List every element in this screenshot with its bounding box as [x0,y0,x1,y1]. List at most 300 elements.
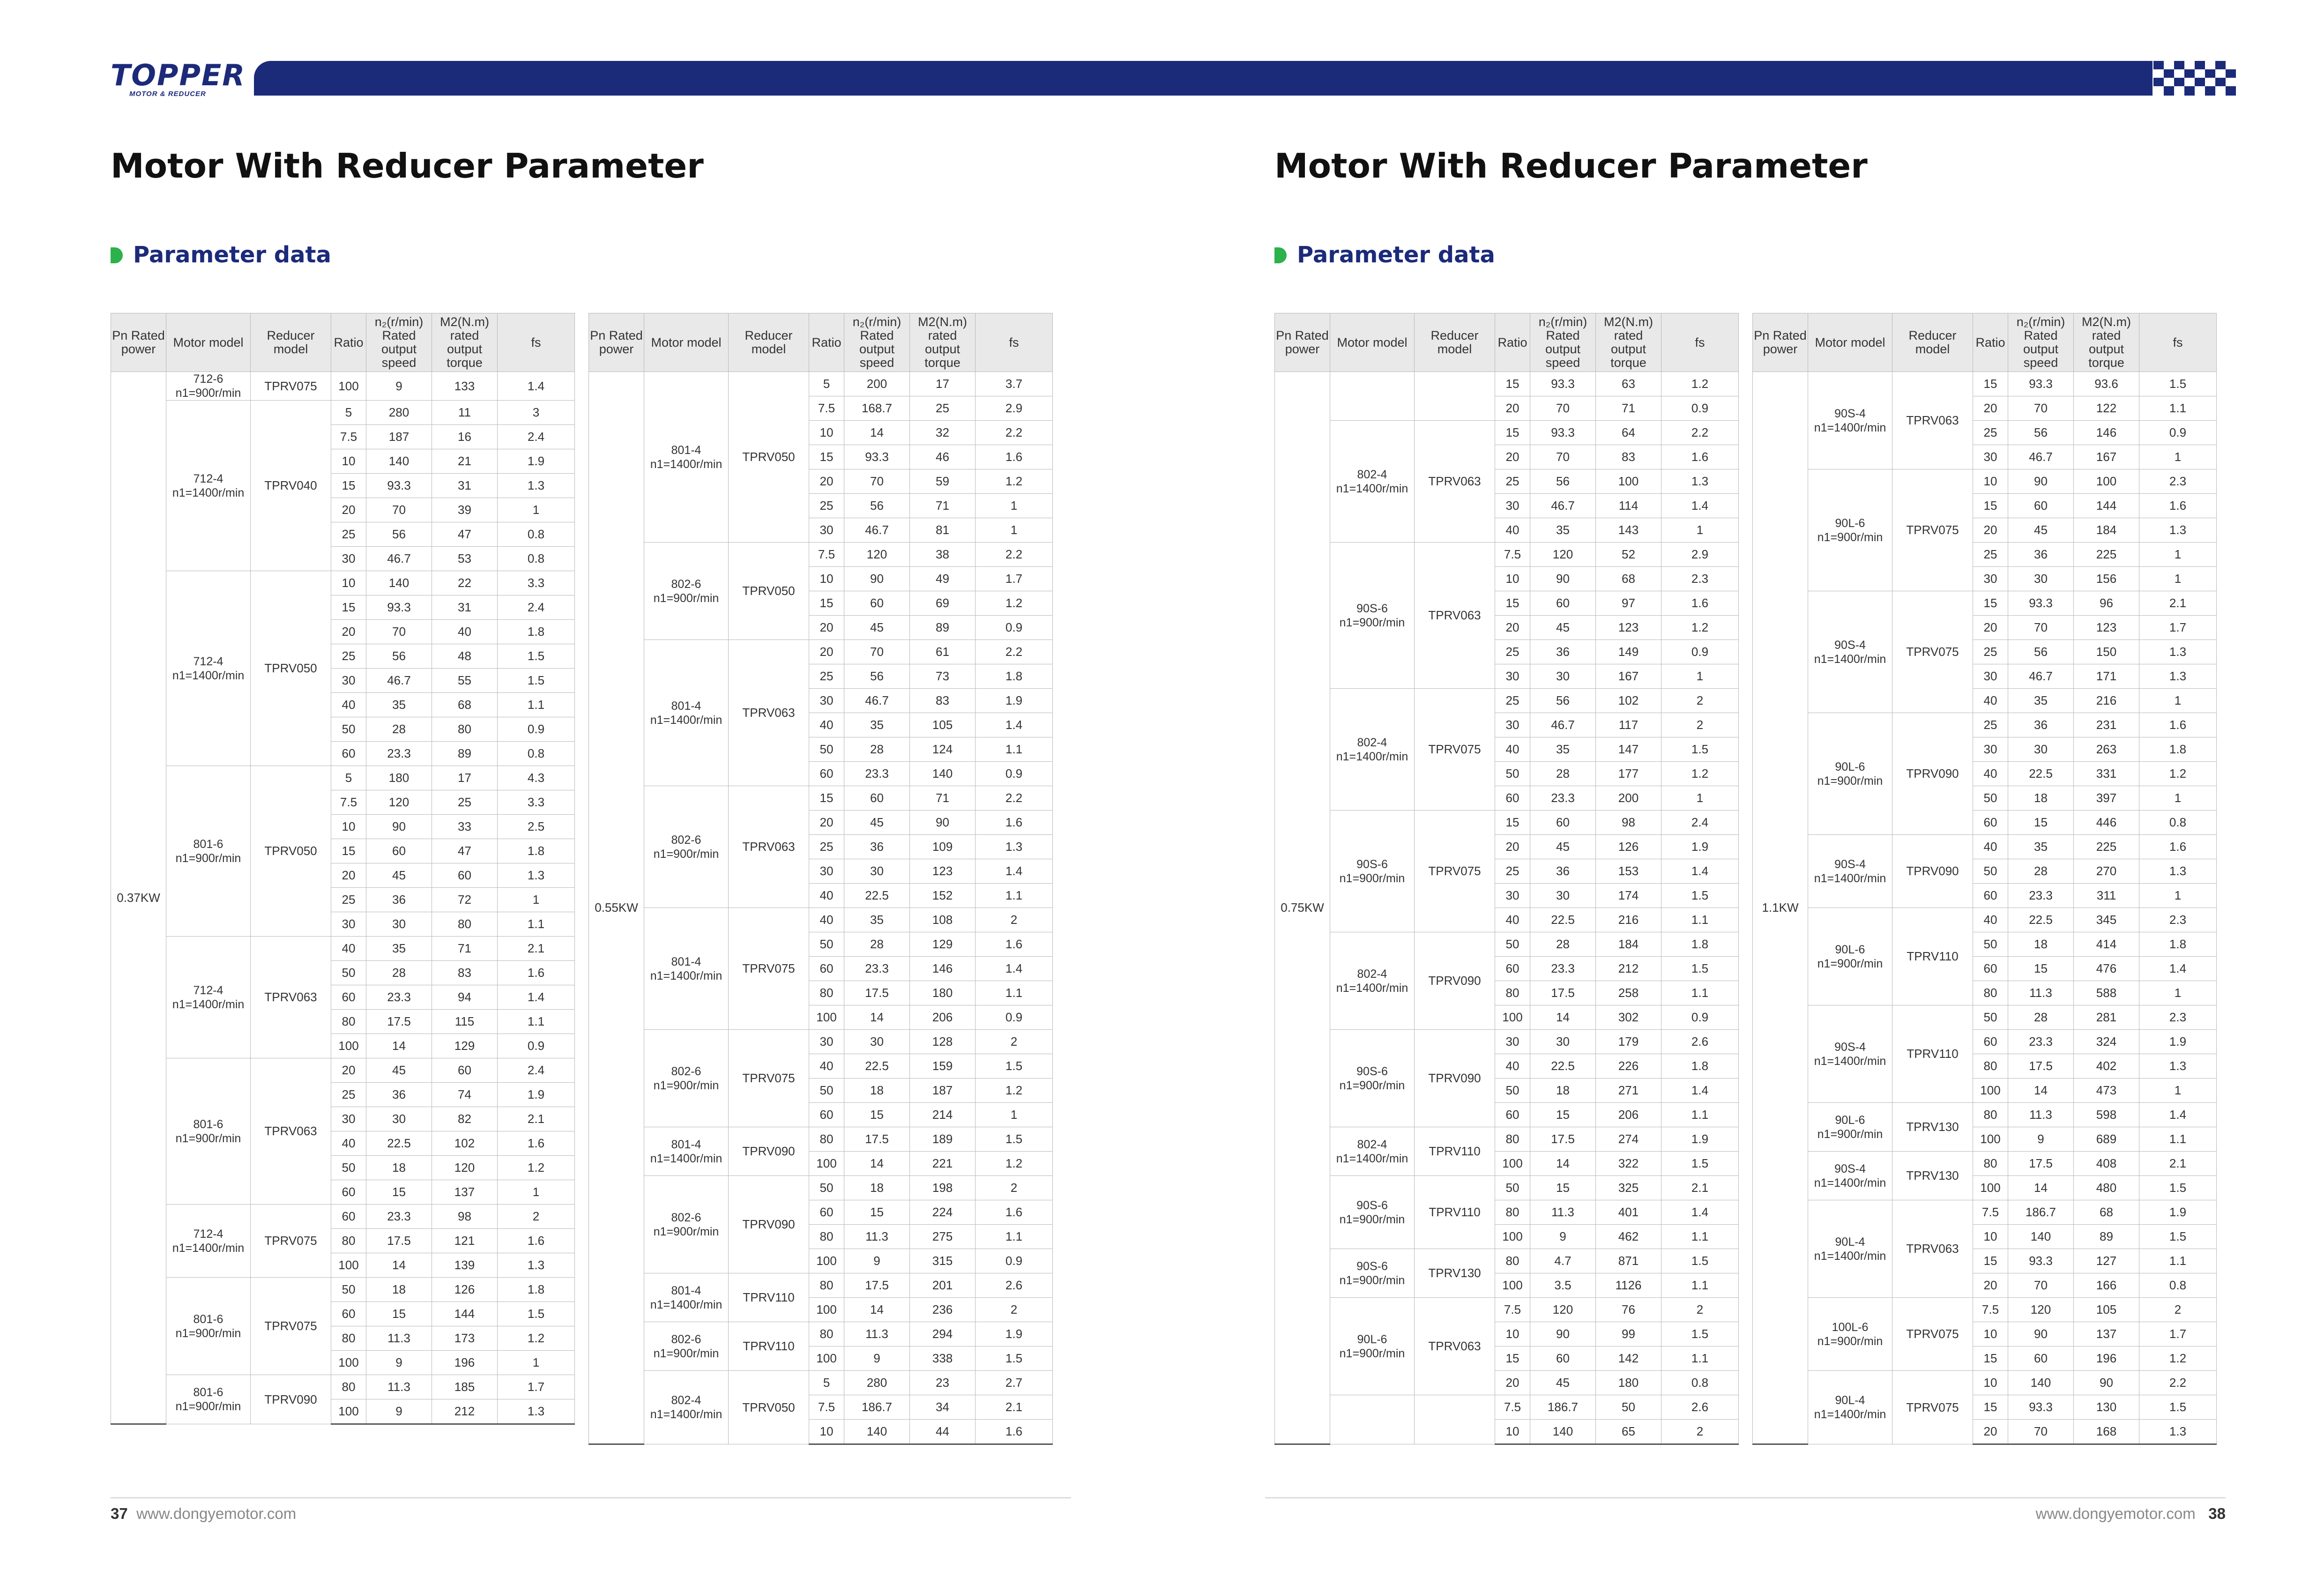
fs-cell: 1 [1661,664,1739,689]
torque-cell: 281 [2074,1005,2139,1030]
speed-cell: 30 [844,859,910,884]
speed-cell: 9 [2008,1127,2074,1152]
speed-cell: 120 [844,543,910,567]
fs-cell: 2 [1661,1298,1739,1322]
table-row [589,640,1053,664]
speed-cell: 70 [844,640,910,664]
table-row [111,1375,575,1399]
ratio-cell: 40 [1495,908,1530,932]
torque-cell: 598 [2074,1103,2139,1127]
section-title-left [111,242,331,268]
reducer-model-cell: TPRV090 [251,1375,331,1424]
table-row [1753,835,2217,859]
table-row [589,1030,1053,1054]
torque-cell: 206 [910,1005,976,1030]
torque-cell: 231 [2074,713,2139,737]
fs-cell: 1 [2139,445,2217,469]
torque-cell: 196 [2074,1346,2139,1371]
ratio-cell: 25 [809,835,844,859]
fs-cell: 1.6 [2139,835,2217,859]
speed-cell: 18 [366,1278,432,1302]
fs-cell: 1.9 [1661,1127,1739,1152]
ratio-cell: 15 [1973,1346,2008,1371]
motor-model-cell: 90S-6 n1=900r/min [1330,1176,1415,1249]
table-row [589,1273,1053,1298]
torque-cell: 225 [2074,543,2139,567]
speed-cell: 15 [1530,1103,1596,1127]
ratio-cell: 7.5 [1495,1395,1530,1420]
section-title-right [1274,242,1495,268]
ratio-cell: 10 [1495,1322,1530,1346]
fs-cell: 1.3 [2139,1054,2217,1079]
motor-model-cell: 90L-4 n1=1400r/min [1808,1371,1892,1444]
motor-model-cell: 90L-6 n1=900r/min [1808,1103,1892,1152]
fs-cell: 1.2 [976,591,1053,616]
ratio-cell: 10 [809,1420,844,1444]
speed-cell: 22.5 [1530,1054,1596,1079]
fs-cell: 1.3 [2139,1420,2217,1444]
ratio-cell: 7.5 [809,543,844,567]
fs-cell: 1.1 [1661,981,1739,1005]
reducer-model-cell: TPRV075 [251,1278,331,1375]
rated-power-cell: 0.75KW [1275,372,1330,1444]
column-header: Pn Rated power [1753,313,1808,372]
table-row [1275,421,1739,445]
speed-cell: 280 [366,401,432,425]
torque-cell: 446 [2074,811,2139,835]
speed-cell: 18 [844,1176,910,1200]
ratio-cell: 15 [1973,1249,2008,1273]
ratio-cell: 80 [809,1273,844,1298]
fs-cell: 1.4 [2139,957,2217,981]
table-row [589,1127,1053,1152]
speed-cell: 56 [366,522,432,547]
ratio-cell: 40 [809,908,844,932]
motor-model-cell: 712-4 n1=1400r/min [166,401,251,571]
ratio-cell: 80 [1973,1103,2008,1127]
torque-cell: 25 [432,790,498,815]
website-link[interactable]: www.dongyemotor.com [136,1505,297,1522]
torque-cell: 32 [910,421,976,445]
speed-cell: 56 [2008,640,2074,664]
speed-cell: 23.3 [366,985,432,1010]
fs-cell: 1.9 [498,1083,575,1107]
torque-cell: 146 [2074,421,2139,445]
fs-cell: 2 [976,1298,1053,1322]
ratio-cell: 80 [331,1229,366,1253]
ratio-cell: 80 [1973,981,2008,1005]
speed-cell: 36 [1530,640,1596,664]
speed-cell: 93.3 [1530,372,1596,396]
speed-cell: 45 [844,811,910,835]
torque-cell: 212 [1596,957,1661,981]
speed-cell: 18 [2008,932,2074,957]
torque-cell: 100 [2074,469,2139,494]
fs-cell: 1.2 [2139,1346,2217,1371]
torque-cell: 179 [1596,1030,1661,1054]
motor-model-cell: 90S-4 n1=1400r/min [1808,372,1892,469]
table-row [111,372,575,401]
ratio-cell: 20 [809,616,844,640]
ratio-cell: 100 [331,1399,366,1424]
fs-cell: 2.1 [498,937,575,961]
ratio-cell: 5 [809,1371,844,1395]
fs-cell: 1.2 [976,1079,1053,1103]
fs-cell: 1.7 [976,567,1053,591]
speed-cell: 18 [844,1079,910,1103]
reducer-model-cell: TPRV090 [1415,1030,1495,1127]
speed-cell: 60 [844,591,910,616]
motor-model-cell: 90L-6 n1=900r/min [1808,713,1892,835]
torque-cell: 65 [1596,1420,1661,1444]
speed-cell: 93.3 [2008,1249,2074,1273]
column-header: Ratio [809,313,844,372]
ratio-cell: 7.5 [1973,1200,2008,1225]
fs-cell: 1.9 [976,689,1053,713]
speed-cell: 60 [1530,1346,1596,1371]
fs-cell: 1.7 [498,1375,575,1399]
speed-cell: 56 [1530,689,1596,713]
speed-cell: 17.5 [844,981,910,1005]
torque-cell: 270 [2074,859,2139,884]
ratio-cell: 20 [1973,396,2008,421]
ratio-cell: 5 [809,372,844,396]
motor-model-cell: 802-4 n1=1400r/min [1330,421,1415,543]
torque-cell: 294 [910,1322,976,1346]
torque-cell: 109 [910,835,976,859]
motor-model-cell: 712-4 n1=1400r/min [166,1205,251,1278]
speed-cell: 30 [1530,1030,1596,1054]
speed-cell: 45 [366,863,432,888]
fs-cell: 1.2 [976,1152,1053,1176]
speed-cell: 140 [2008,1371,2074,1395]
speed-cell: 120 [1530,1298,1596,1322]
table-row [1753,1371,2217,1395]
ratio-cell: 25 [1495,689,1530,713]
torque-cell: 206 [1596,1103,1661,1127]
fs-cell: 2.9 [1661,543,1739,567]
torque-cell: 115 [432,1010,498,1034]
torque-cell: 38 [910,543,976,567]
speed-cell: 28 [2008,859,2074,884]
speed-cell: 15 [366,1302,432,1326]
speed-cell: 70 [366,620,432,644]
ratio-cell: 15 [1495,591,1530,616]
fs-cell: 1.1 [1661,1273,1739,1298]
fs-cell: 1.5 [1661,957,1739,981]
speed-cell: 56 [2008,421,2074,445]
ratio-cell: 15 [809,786,844,811]
ratio-cell: 20 [331,863,366,888]
torque-cell: 121 [432,1229,498,1253]
torque-cell: 462 [1596,1225,1661,1249]
ratio-cell: 20 [1973,1420,2008,1444]
column-header: Reducer model [251,313,331,372]
speed-cell: 14 [366,1034,432,1058]
fs-cell: 2.2 [976,786,1053,811]
fs-cell: 1.4 [498,985,575,1010]
motor-model-cell: 801-4 n1=1400r/min [644,372,729,543]
fs-cell: 2 [976,908,1053,932]
motor-model-cell: 801-6 n1=900r/min [166,1058,251,1205]
fs-cell: 1.8 [2139,932,2217,957]
speed-cell: 56 [844,664,910,689]
torque-cell: 147 [1596,737,1661,762]
column-header: Reducer model [729,313,809,372]
ratio-cell: 20 [1973,518,2008,543]
motor-model-cell: 712-4 n1=1400r/min [166,571,251,766]
speed-cell: 90 [844,567,910,591]
torque-cell: 331 [2074,762,2139,786]
ratio-cell: 60 [1495,786,1530,811]
reducer-model-cell: TPRV063 [1415,1298,1495,1395]
speed-cell: 11.3 [844,1225,910,1249]
ratio-cell: 100 [809,1152,844,1176]
fs-cell: 1.3 [498,1399,575,1424]
speed-cell: 60 [2008,1346,2074,1371]
ratio-cell: 30 [1495,884,1530,908]
fs-cell: 1.5 [2139,1395,2217,1420]
fs-cell: 1 [2139,981,2217,1005]
ratio-cell: 60 [809,957,844,981]
motor-model-cell: 802-6 n1=900r/min [644,786,729,908]
fs-cell: 1 [2139,567,2217,591]
speed-cell: 186.7 [844,1395,910,1420]
torque-cell: 325 [1596,1176,1661,1200]
torque-cell: 71 [432,937,498,961]
ratio-cell: 100 [331,1034,366,1058]
fs-cell: 2.1 [498,1107,575,1131]
fs-cell: 0.8 [498,547,575,571]
ratio-cell: 100 [1973,1176,2008,1200]
reducer-model-cell: TPRV110 [729,1273,809,1322]
reducer-model-cell: TPRV090 [1892,713,1973,835]
page-number: 37 [111,1505,128,1522]
column-header: Reducer model [1415,313,1495,372]
fs-cell: 1.8 [498,620,575,644]
table-row [111,766,575,790]
ratio-cell: 25 [1973,421,2008,445]
torque-cell: 137 [2074,1322,2139,1346]
speed-cell: 35 [844,713,910,737]
torque-cell: 60 [432,863,498,888]
table-row [1275,543,1739,567]
speed-cell: 140 [366,449,432,474]
ratio-cell: 25 [809,664,844,689]
table-row [1753,1103,2217,1127]
ratio-cell: 15 [809,445,844,469]
torque-cell: 31 [432,595,498,620]
fs-cell: 1.4 [498,372,575,401]
speed-cell: 15 [844,1103,910,1127]
fs-cell: 1.5 [498,1302,575,1326]
ratio-cell: 60 [1973,1030,2008,1054]
fs-cell: 1.5 [976,1054,1053,1079]
speed-cell: 35 [844,908,910,932]
torque-cell: 89 [910,616,976,640]
fs-cell: 1 [976,518,1053,543]
logo-text: TOPPER [111,58,246,92]
ratio-cell: 100 [331,1253,366,1278]
table-row [1275,932,1739,957]
torque-cell: 153 [1596,859,1661,884]
fs-cell: 2.4 [1661,811,1739,835]
motor-model-cell: 801-4 n1=1400r/min [644,1127,729,1176]
speed-cell: 17.5 [366,1010,432,1034]
ratio-cell: 30 [1495,494,1530,518]
fs-cell: 1.6 [976,1200,1053,1225]
motor-model-cell: 801-4 n1=1400r/min [644,908,729,1030]
speed-cell: 280 [844,1371,910,1395]
speed-cell: 36 [366,1083,432,1107]
logo-subtitle: MOTOR & REDUCER [129,90,206,98]
speed-cell: 90 [366,815,432,839]
fs-cell: 1.3 [498,1253,575,1278]
torque-cell: 184 [2074,518,2139,543]
fs-cell: 1.7 [2139,616,2217,640]
fs-cell: 1 [498,498,575,522]
ratio-cell: 30 [1973,737,2008,762]
ratio-cell: 40 [1973,689,2008,713]
motor-model-cell: 802-4 n1=1400r/min [1330,932,1415,1030]
speed-cell: 35 [2008,835,2074,859]
torque-cell: 480 [2074,1176,2139,1200]
ratio-cell: 7.5 [809,1395,844,1420]
ratio-cell: 80 [1495,1249,1530,1273]
reducer-model-cell: TPRV090 [1892,835,1973,908]
ratio-cell: 30 [331,669,366,693]
speed-cell: 30 [1530,884,1596,908]
table-row [1275,372,1739,396]
ratio-cell: 50 [1973,786,2008,811]
speed-cell: 180 [366,766,432,790]
torque-cell: 311 [2074,884,2139,908]
speed-cell: 30 [366,1107,432,1131]
speed-cell: 36 [1530,859,1596,884]
speed-cell: 45 [844,616,910,640]
fs-cell: 1.1 [2139,1127,2217,1152]
table-row [111,1205,575,1229]
topper-logo [111,60,251,99]
ratio-cell: 100 [1973,1127,2008,1152]
footer-right [2036,1505,2226,1523]
ratio-cell: 10 [1973,1225,2008,1249]
rated-power-cell: 0.55KW [589,372,644,1444]
motor-model-cell: 90S-6 n1=900r/min [1330,543,1415,689]
ratio-cell: 5 [331,766,366,790]
fs-cell: 0.9 [976,762,1053,786]
fs-cell: 1.4 [1661,859,1739,884]
speed-cell: 15 [2008,811,2074,835]
speed-cell: 45 [1530,1371,1596,1395]
torque-cell: 71 [910,494,976,518]
fs-cell: 1.2 [976,469,1053,494]
speed-cell: 140 [844,1420,910,1444]
ratio-cell: 60 [331,1205,366,1229]
speed-cell: 14 [844,1152,910,1176]
ratio-cell: 40 [1973,908,2008,932]
fs-cell: 1.9 [1661,835,1739,859]
speed-cell: 93.3 [844,445,910,469]
fs-cell: 1.5 [1661,1152,1739,1176]
reducer-model-cell: TPRV090 [729,1127,809,1176]
ratio-cell: 30 [809,689,844,713]
column-header: Motor model [1808,313,1892,372]
fs-cell: 1.1 [1661,1346,1739,1371]
fs-cell: 1.9 [498,449,575,474]
speed-cell: 46.7 [1530,713,1596,737]
speed-cell: 70 [366,498,432,522]
ratio-cell: 60 [1973,957,2008,981]
fs-cell: 1 [498,1180,575,1205]
fs-cell: 2.2 [976,543,1053,567]
fs-cell: 1.5 [1661,737,1739,762]
speed-cell: 90 [1530,1322,1596,1346]
fs-cell: 1.4 [976,859,1053,884]
torque-cell: 11 [432,401,498,425]
torque-cell: 143 [1596,518,1661,543]
ratio-cell: 50 [1973,932,2008,957]
reducer-model-cell: TPRV075 [1892,469,1973,591]
torque-cell: 105 [910,713,976,737]
ratio-cell: 40 [1973,835,2008,859]
page-number: 38 [2208,1505,2226,1522]
ratio-cell: 20 [1495,396,1530,421]
website-link[interactable]: www.dongyemotor.com [2035,1505,2196,1522]
table-row [1753,1200,2217,1225]
torque-cell: 214 [910,1103,976,1127]
torque-cell: 322 [1596,1152,1661,1176]
fs-cell: 1 [2139,689,2217,713]
torque-cell: 108 [910,908,976,932]
footer-divider-left [111,1497,1071,1498]
speed-cell: 11.3 [844,1322,910,1346]
torque-cell: 46 [910,445,976,469]
fs-cell: 1 [976,1103,1053,1127]
speed-cell: 23.3 [366,1205,432,1229]
torque-cell: 123 [1596,616,1661,640]
motor-model-cell: 90S-4 n1=1400r/min [1808,1152,1892,1200]
fs-cell: 2.4 [498,425,575,449]
column-header: M2(N.m) rated output torque [2074,313,2139,372]
speed-cell: 9 [1530,1225,1596,1249]
motor-model-cell [1330,1395,1415,1444]
fs-cell: 1.8 [498,839,575,863]
fs-cell: 1.1 [1661,1103,1739,1127]
torque-cell: 120 [432,1156,498,1180]
ratio-cell: 80 [1495,981,1530,1005]
motor-model-cell: 802-4 n1=1400r/min [1330,689,1415,811]
torque-cell: 408 [2074,1152,2139,1176]
fs-cell: 1.5 [976,1346,1053,1371]
speed-cell: 36 [2008,713,2074,737]
torque-cell: 83 [1596,445,1661,469]
motor-model-cell: 90S-4 n1=1400r/min [1808,591,1892,713]
fs-cell: 2.3 [2139,908,2217,932]
speed-cell: 56 [844,494,910,518]
ratio-cell: 40 [809,884,844,908]
fs-cell: 1.5 [1661,884,1739,908]
torque-cell: 139 [432,1253,498,1278]
table-row [1275,1127,1739,1152]
torque-cell: 156 [2074,567,2139,591]
torque-cell: 345 [2074,908,2139,932]
ratio-cell: 50 [1495,932,1530,957]
table-row [1275,1298,1739,1322]
speed-cell: 35 [1530,518,1596,543]
speed-cell: 23.3 [1530,786,1596,811]
torque-cell: 137 [432,1180,498,1205]
